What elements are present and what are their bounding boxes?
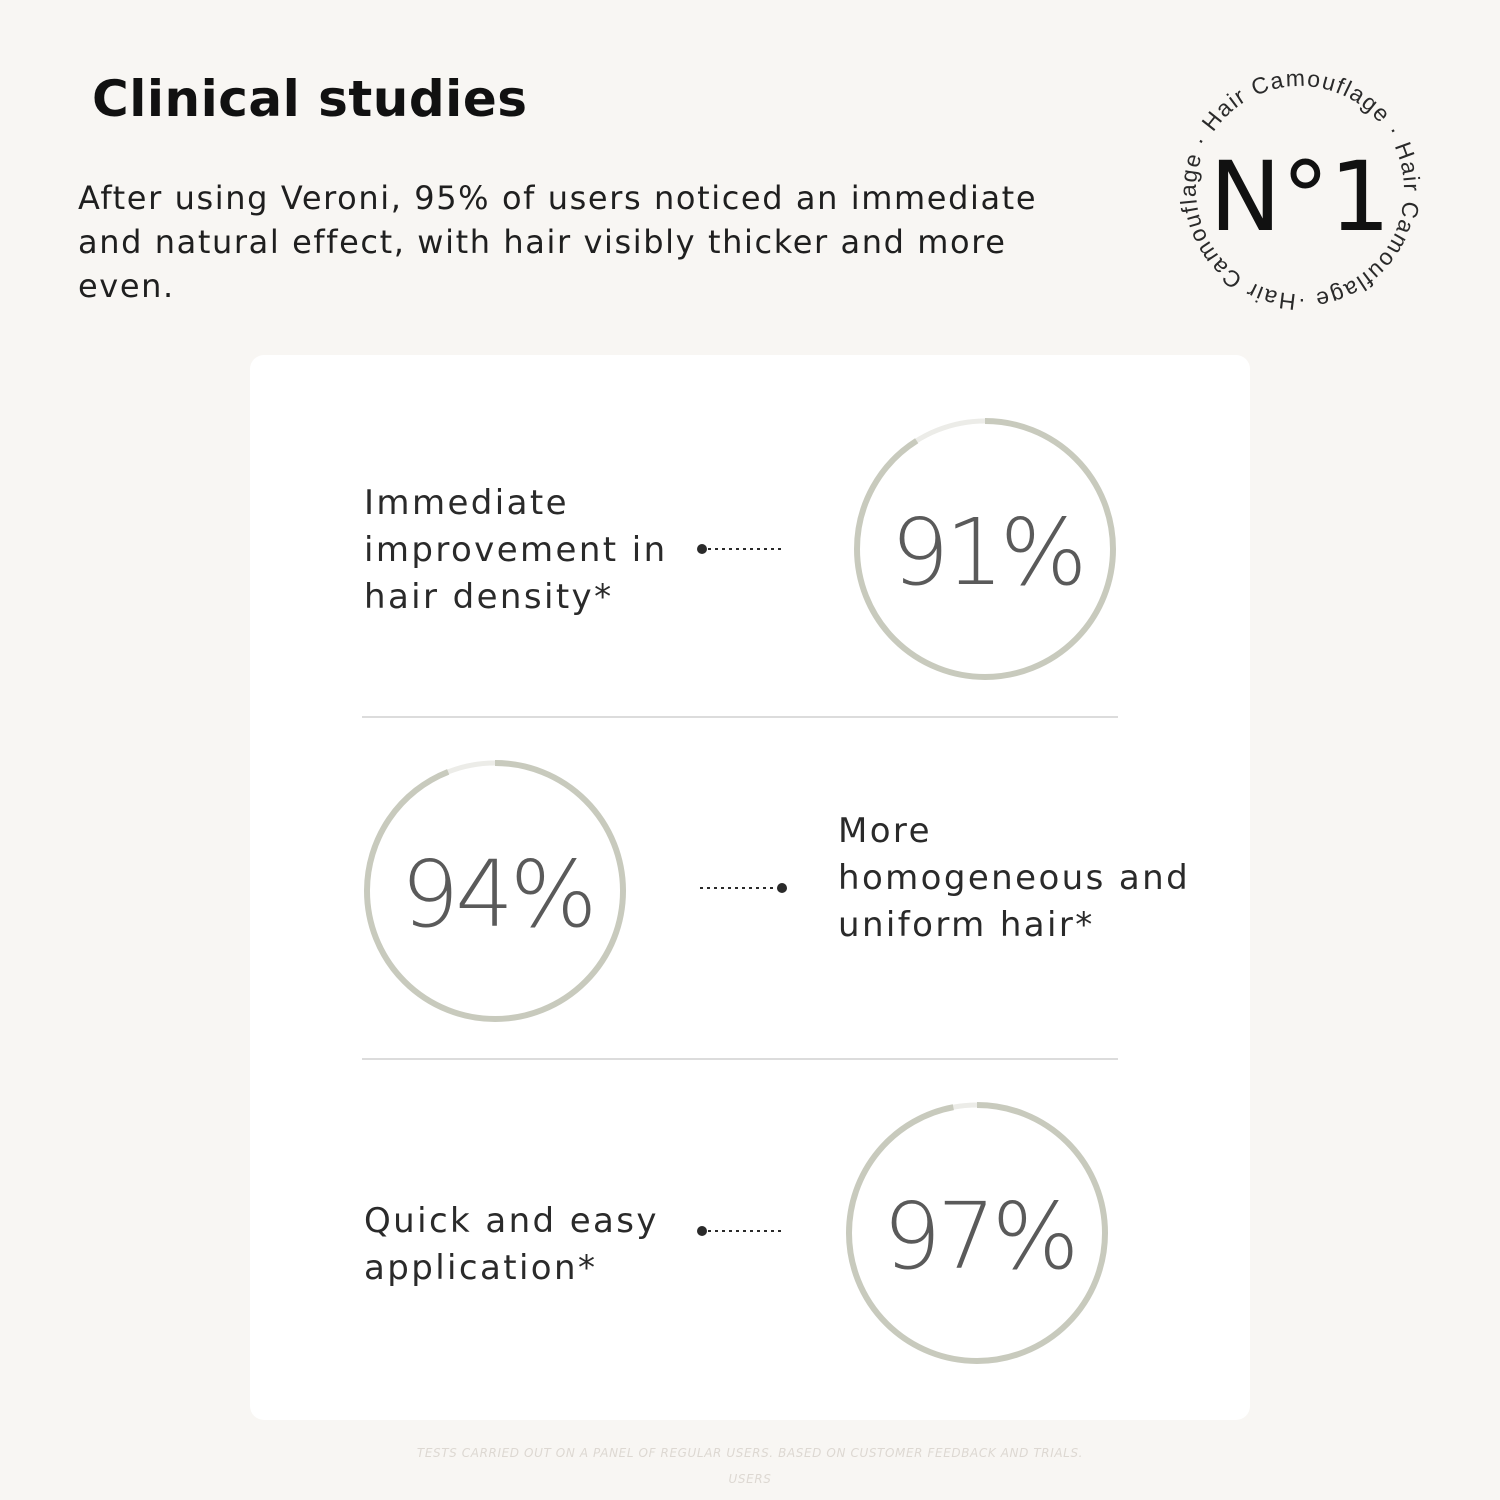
connector-dots-1 <box>694 543 784 555</box>
no1-badge <box>1170 60 1430 320</box>
connector-dots-3 <box>694 1225 784 1237</box>
stat-label-density: Immediate improvement in hair density* <box>364 483 668 617</box>
stat-value-94: 94% <box>400 841 594 948</box>
connector-dots-2 <box>698 882 790 894</box>
intro-text: After using Veroni, 95% of users noticed an immediate and natural effect, with hair visibly thicker and more even. <box>78 179 1038 305</box>
stat-value-97: 97% <box>882 1183 1076 1290</box>
footnote-line-2: USERS <box>728 1472 772 1486</box>
stat-ring-97 <box>842 1098 1112 1368</box>
stat-value-91: 91% <box>890 499 1084 606</box>
stat-label-uniform: More homogeneous and uniform hair* <box>838 811 1191 945</box>
badge-number: N°1 <box>1209 141 1391 253</box>
footnote-line-1: TESTS CARRIED OUT ON A PANEL OF REGULAR USERS. BASED ON CUSTOMER FEEDBACK AND TRIALS. <box>416 1446 1084 1460</box>
footnote <box>300 1440 1200 1492</box>
badge-ring-text: Hair Camouflage · Hair Camouflage · Hair Camouflage · <box>1174 64 1426 316</box>
stat-label-application: Quick and easy application* <box>364 1201 659 1288</box>
stat-ring-91 <box>850 414 1120 684</box>
stat-ring-94 <box>360 756 630 1026</box>
divider-2 <box>362 1058 1118 1060</box>
divider-1 <box>362 716 1118 718</box>
page-title: Clinical studies <box>92 70 528 128</box>
